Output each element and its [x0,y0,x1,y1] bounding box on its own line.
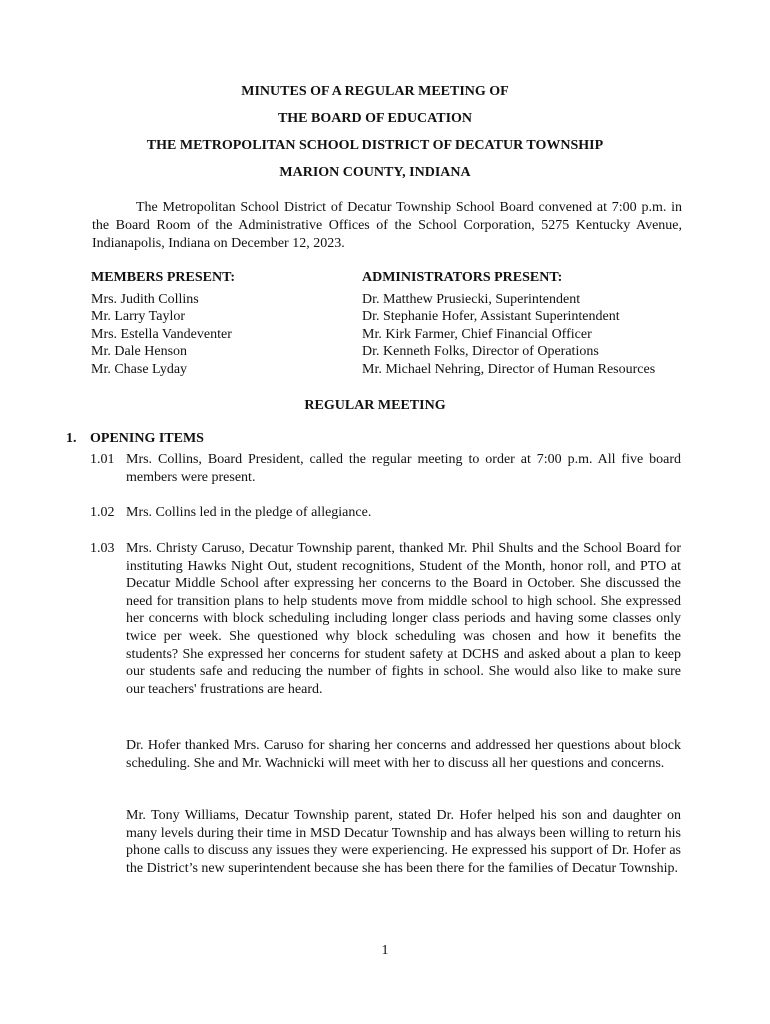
item-number: 1.01 [90,452,115,467]
administrators-heading: ADMINISTRATORS PRESENT: [362,270,563,285]
members-heading: MEMBERS PRESENT: [91,270,236,285]
agenda-item [90,540,681,698]
section-number: 1. [66,431,77,446]
intro-paragraph: The Metropolitan School District of Decatur Township School Board convened at 7:00 p.m. in the Board Room of the Administrative Offices of the School Corporation, 5275 Kentucky Avenue, Indianapolis, Indiana on December 12, 2023. [92,200,682,251]
section-heading [66,431,204,447]
item-number: 1.02 [90,505,115,520]
title-line-1: MINUTES OF A REGULAR MEETING OF [241,84,509,99]
followup-paragraph: Mr. Tony Williams, Decatur Township parent, stated Dr. Hofer helped his son and daughter on many levels during their time in MSD Decatur Township and has always been willing to return his phone calls to discuss any issues they were experiencing. He expressed his support of Dr. Hofer as the District’s new superintendent because she has been there for the families of Decatur Township. [126,808,681,876]
agenda-item [90,504,681,522]
agenda-item [90,451,681,486]
administrator-name: Mr. Michael Nehring, Director of Human Resources [362,361,656,377]
item-text: Mrs. Collins, Board President, called the regular meeting to order at 7:00 p.m. All five board members were present. [126,452,681,485]
page-number: 1 [381,943,389,958]
members-present [91,269,235,378]
administrators-present [362,269,655,378]
administrator-name: Dr. Kenneth Folks, Director of Operations [362,344,599,359]
administrator-name: Mr. Kirk Farmer, Chief Financial Officer [362,326,592,342]
title-line-4: MARION COUNTY, INDIANA [279,165,471,180]
member-name: Mr. Chase Lyday [91,361,188,377]
administrator-name: Dr. Stephanie Hofer, Assistant Superintendent [362,309,620,324]
administrators-list [362,291,655,379]
member-name: Mr. Dale Henson [91,344,188,359]
member-name: Mrs. Judith Collins [91,291,199,307]
administrator-name: Dr. Matthew Prusiecki, Superintendent [362,291,581,307]
section-title: OPENING ITEMS [90,431,204,446]
item-text: Mrs. Collins led in the pledge of allegiance. [126,505,372,520]
followup-paragraph: Dr. Hofer thanked Mrs. Caruso for sharing her concerns and addressed her questions about block scheduling. She and Mr. Wachnicki will meet with her to discuss all her questions and concerns. [126,738,681,771]
title-line-2: THE BOARD OF EDUCATION [277,111,473,126]
item-text: Mrs. Christy Caruso, Decatur Township parent, thanked Mr. Phil Shults and the School Board for instituting Hawks Night Out, student recognitions, Student of the Month, honor roll, and PTO at Decatur Middle School after expressing her concerns to the Board in October. She discussed the need for transition plans to help students move from middle school to high school. She expressed her concerns with block scheduling including longer class periods and having some classes only twice per week. She questioned why block scheduling was chosen and how it benefits the students? She expressed her concerns for student safety at DCHS and asked about a plan to keep our students safe and reducing the number of fights in school. She would also like to make sure our teachers' frustrations are heard. [126,541,681,697]
title-line-3: THE METROPOLITAN SCHOOL DISTRICT OF DECATUR TOWNSHIP [146,138,604,153]
regular-meeting-heading: REGULAR MEETING [304,398,446,413]
members-list [91,291,235,379]
member-name: Mr. Larry Taylor [91,309,186,324]
member-name: Mrs. Estella Vandeventer [91,326,232,342]
item-number: 1.03 [90,541,115,556]
